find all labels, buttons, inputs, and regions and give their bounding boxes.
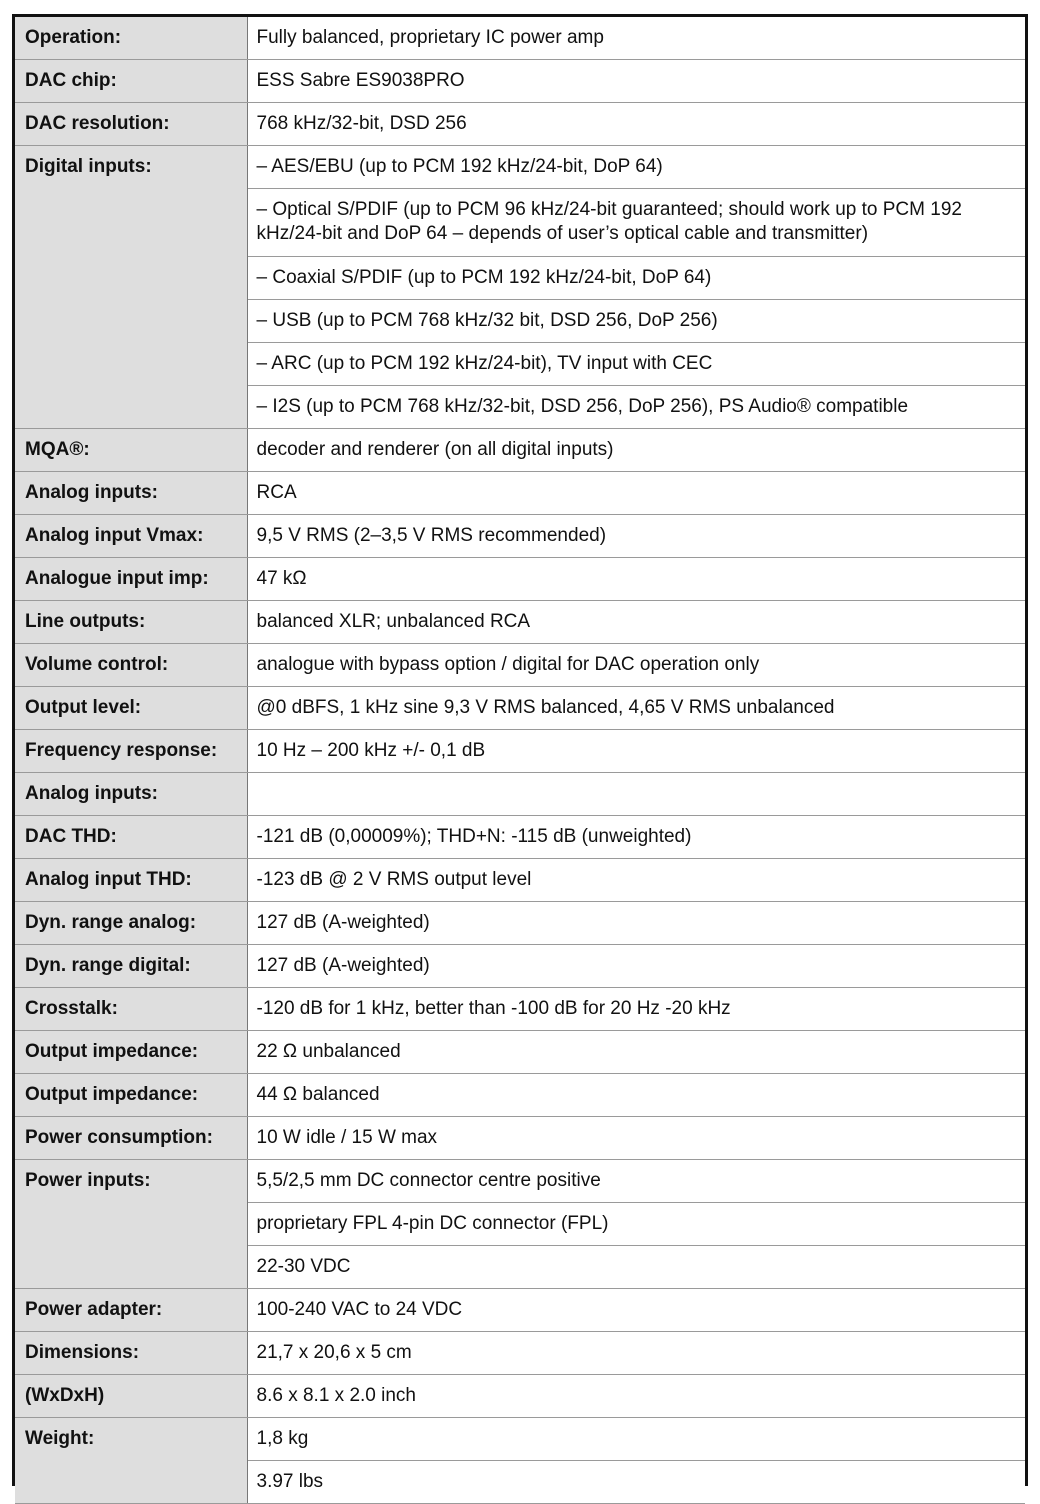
table-row	[15, 859, 1025, 902]
spec-value: 3.97 lbs	[247, 1461, 1025, 1504]
spec-label: (WxDxH)	[15, 1375, 247, 1418]
spec-value: balanced XLR; unbalanced RCA	[247, 601, 1025, 644]
table-row	[15, 1332, 1025, 1375]
table-row	[15, 1160, 1025, 1203]
spec-label: Dyn. range digital:	[15, 945, 247, 988]
spec-label: DAC resolution:	[15, 103, 247, 146]
spec-value: Fully balanced, proprietary IC power amp	[247, 17, 1025, 60]
spec-label: Analogue input imp:	[15, 558, 247, 601]
spec-label: Power adapter:	[15, 1289, 247, 1332]
table-row	[15, 730, 1025, 773]
spec-label: DAC chip:	[15, 60, 247, 103]
spec-label: Weight:	[15, 1418, 247, 1504]
spec-label: Analog input THD:	[15, 859, 247, 902]
spec-value: 8.6 x 8.1 x 2.0 inch	[247, 1375, 1025, 1418]
table-row	[15, 146, 1025, 189]
spec-value: 127 dB (A-weighted)	[247, 945, 1025, 988]
spec-value: – Coaxial S/PDIF (up to PCM 192 kHz/24-bit, DoP 64)	[247, 257, 1025, 300]
table-row	[15, 515, 1025, 558]
table-row	[15, 1289, 1025, 1332]
spec-label: Crosstalk:	[15, 988, 247, 1031]
table-row	[15, 816, 1025, 859]
table-row	[15, 1375, 1025, 1418]
spec-value: 10 W idle / 15 W max	[247, 1117, 1025, 1160]
spec-value: 5,5/2,5 mm DC connector centre positive	[247, 1160, 1025, 1203]
spec-label: Output impedance:	[15, 1074, 247, 1117]
spec-label: Frequency response:	[15, 730, 247, 773]
table-row	[15, 1418, 1025, 1461]
spec-label: DAC THD:	[15, 816, 247, 859]
spec-value: – ARC (up to PCM 192 kHz/24-bit), TV input with CEC	[247, 343, 1025, 386]
table-row	[15, 988, 1025, 1031]
spec-label: Dimensions:	[15, 1332, 247, 1375]
spec-label: Output level:	[15, 687, 247, 730]
table-row	[15, 103, 1025, 146]
spec-value: ESS Sabre ES9038PRO	[247, 60, 1025, 103]
spec-value: analogue with bypass option / digital for DAC operation only	[247, 644, 1025, 687]
spec-label: Line outputs:	[15, 601, 247, 644]
spec-label: Operation:	[15, 17, 247, 60]
spec-label: Power inputs:	[15, 1160, 247, 1289]
spec-value: @0 dBFS, 1 kHz sine 9,3 V RMS balanced, 4,65 V RMS unbalanced	[247, 687, 1025, 730]
table-row	[15, 1074, 1025, 1117]
spec-value: -121 dB (0,00009%); THD+N: -115 dB (unweighted)	[247, 816, 1025, 859]
spec-label: Analog input Vmax:	[15, 515, 247, 558]
spec-value	[247, 773, 1025, 816]
table-row	[15, 429, 1025, 472]
spec-label: Volume control:	[15, 644, 247, 687]
spec-value: 21,7 x 20,6 x 5 cm	[247, 1332, 1025, 1375]
spec-value: – Optical S/PDIF (up to PCM 96 kHz/24-bit guaranteed; should work up to PCM 192 kHz/24-bit and DoP 64 – depends of user’s optical cable and transmitter)	[247, 189, 1025, 257]
spec-label: Digital inputs:	[15, 146, 247, 429]
table-row	[15, 945, 1025, 988]
spec-value: – USB (up to PCM 768 kHz/32 bit, DSD 256, DoP 256)	[247, 300, 1025, 343]
spec-value: RCA	[247, 472, 1025, 515]
spec-value: 100-240 VAC to 24 VDC	[247, 1289, 1025, 1332]
spec-value: 1,8 kg	[247, 1418, 1025, 1461]
table-row	[15, 558, 1025, 601]
spec-value: – I2S (up to PCM 768 kHz/32-bit, DSD 256, DoP 256), PS Audio® compatible	[247, 386, 1025, 429]
spec-label: Analog inputs:	[15, 773, 247, 816]
table-row	[15, 1117, 1025, 1160]
spec-value: decoder and renderer (on all digital inputs)	[247, 429, 1025, 472]
spec-value: 47 kΩ	[247, 558, 1025, 601]
spec-value: -123 dB @ 2 V RMS output level	[247, 859, 1025, 902]
spec-value: 127 dB (A-weighted)	[247, 902, 1025, 945]
spec-value: -120 dB for 1 kHz, better than -100 dB for 20 Hz -20 kHz	[247, 988, 1025, 1031]
spec-value: 768 kHz/32-bit, DSD 256	[247, 103, 1025, 146]
spec-label: Dyn. range analog:	[15, 902, 247, 945]
table-row	[15, 472, 1025, 515]
spec-value: 10 Hz – 200 kHz +/- 0,1 dB	[247, 730, 1025, 773]
spec-label: Output impedance:	[15, 1031, 247, 1074]
table-row	[15, 687, 1025, 730]
table-row	[15, 17, 1025, 60]
spec-table	[15, 17, 1025, 1504]
spec-value: – AES/EBU (up to PCM 192 kHz/24-bit, DoP 64)	[247, 146, 1025, 189]
spec-label: Analog inputs:	[15, 472, 247, 515]
table-row	[15, 1031, 1025, 1074]
spec-label: Power consumption:	[15, 1117, 247, 1160]
spec-value: 22-30 VDC	[247, 1246, 1025, 1289]
spec-label: MQA®:	[15, 429, 247, 472]
table-row	[15, 601, 1025, 644]
table-row	[15, 60, 1025, 103]
spec-value: 22 Ω unbalanced	[247, 1031, 1025, 1074]
spec-value: proprietary FPL 4-pin DC connector (FPL)	[247, 1203, 1025, 1246]
table-row	[15, 644, 1025, 687]
spec-table-body	[15, 17, 1025, 1504]
table-row	[15, 773, 1025, 816]
spec-value: 9,5 V RMS (2–3,5 V RMS recommended)	[247, 515, 1025, 558]
spec-sheet	[12, 14, 1028, 1492]
table-row	[15, 902, 1025, 945]
spec-value: 44 Ω balanced	[247, 1074, 1025, 1117]
